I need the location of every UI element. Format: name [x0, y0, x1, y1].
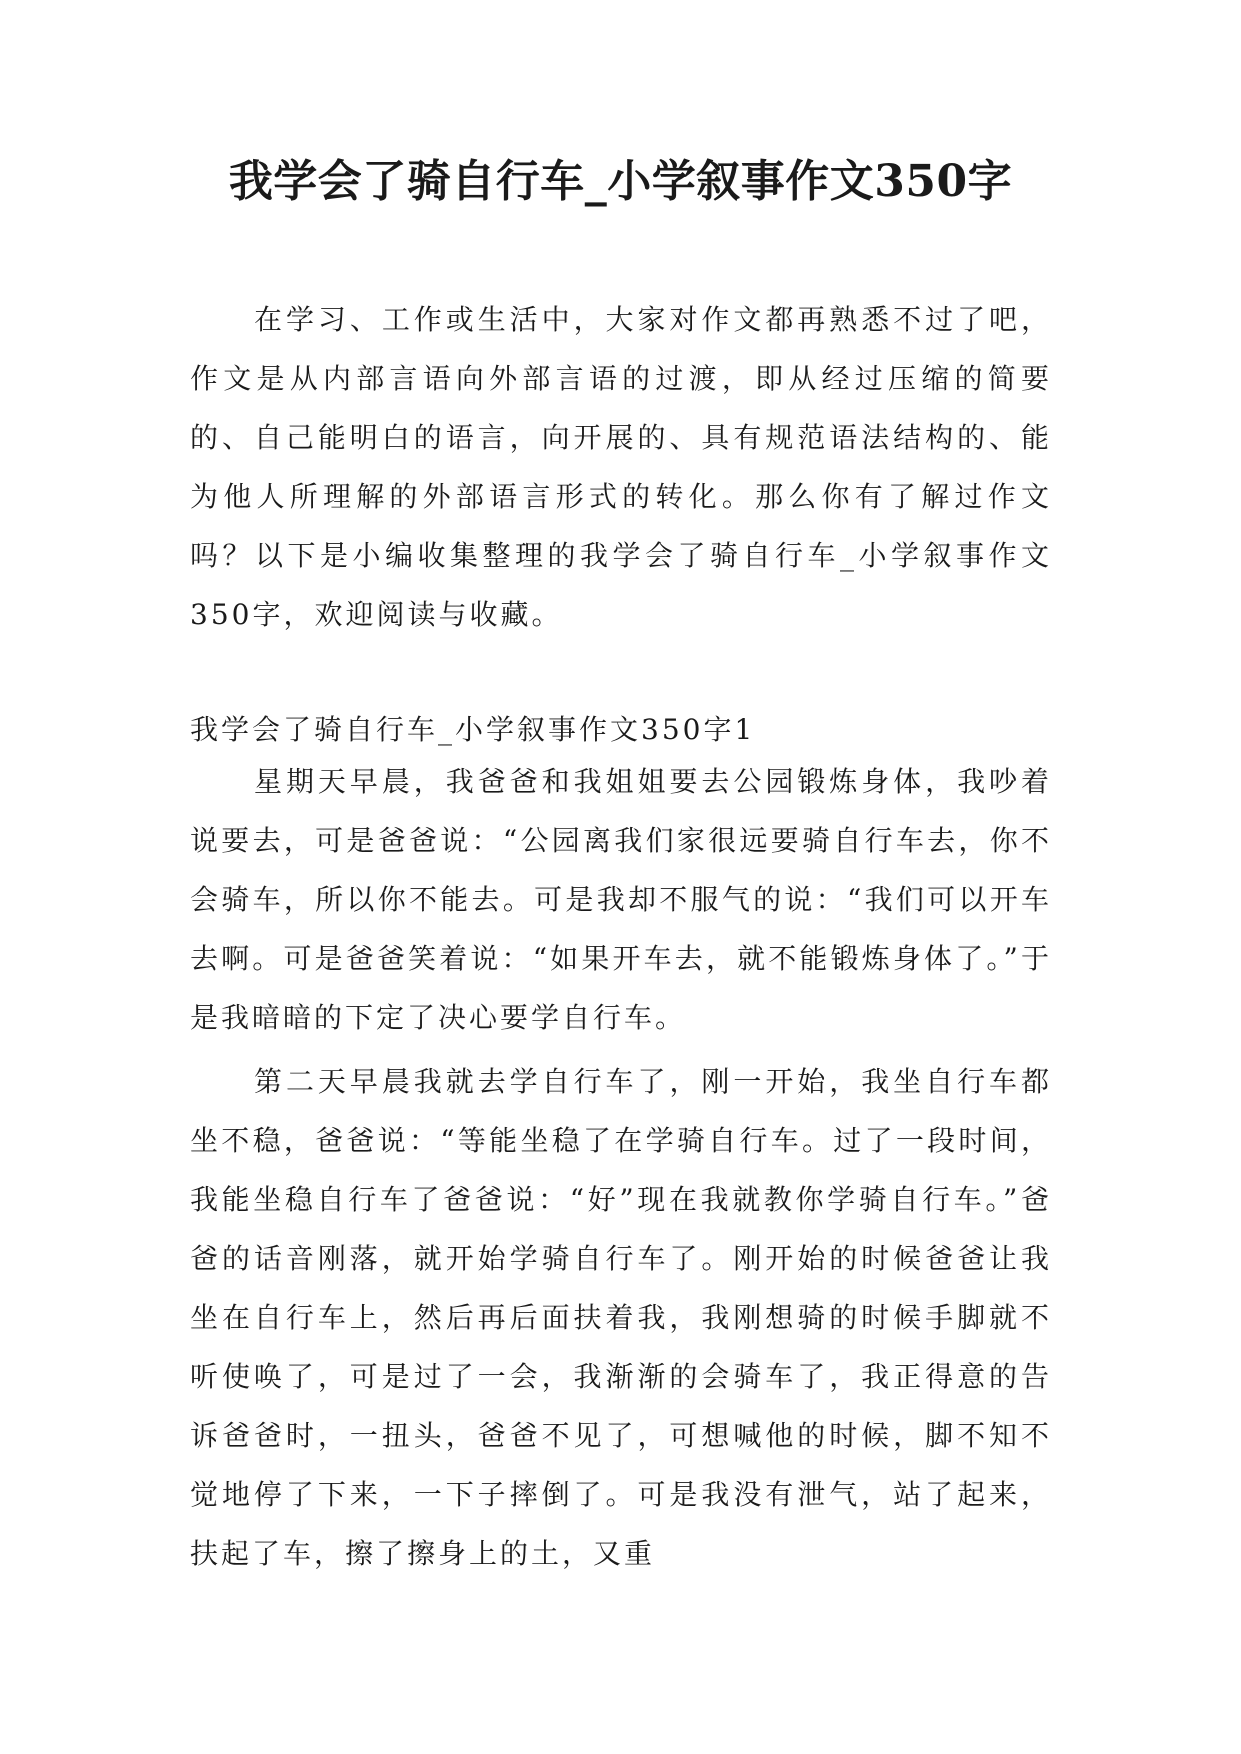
section-heading: 我学会了骑自行车_小学叙事作文350字1: [190, 713, 756, 746]
document-title: 我学会了骑自行车_小学叙事作文350字: [228, 156, 1013, 207]
story-paragraph-2: 第二天早晨我就去学自行车了，刚一开始，我坐自行车都坐不稳，爸爸说：“等能坐稳了在学骑自行车。过了一段时间，我能坐稳自行车了爸爸说：“好”现在我就教你学骑自行车。”爸爸的话音刚落，就开始学骑自行车了。刚开始的时候爸爸让我坐在自行车上，然后再后面扶着我，我刚想骑的时候手脚就不听使唤了，可是过了一会，我渐渐的会骑车了，我正得意的告诉爸爸时，一扭头，爸爸不见了，可想喊他的时候，脚不知不觉地停了下来，一下子摔倒了。可是我没有泄气，站了起来，扶起了车，擦了擦身上的土，又重: [190, 1065, 1052, 1570]
story-paragraph-1: 星期天早晨，我爸爸和我姐姐要去公园锻炼身体，我吵着说要去，可是爸爸说：“公园离我们家很远要骑自行车去，你不会骑车，所以你不能去。可是我却不服气的说：“我们可以开车去啊。可是爸爸笑着说：“如果开车去，就不能锻炼身体了。”于是我暗暗的下定了决心要学自行车。: [190, 765, 1052, 1034]
intro-paragraph: 在学习、工作或生活中，大家对作文都再熟悉不过了吧，作文是从内部言语向外部言语的过渡，即从经过压缩的简要的、自己能明白的语言，向开展的、具有规范语法结构的、能为他人所理解的外部语言形式的转化。那么你有了解过作文吗？以下是小编收集整理的我学会了骑自行车_小学叙事作文350字，欢迎阅读与收藏。: [190, 303, 1052, 631]
